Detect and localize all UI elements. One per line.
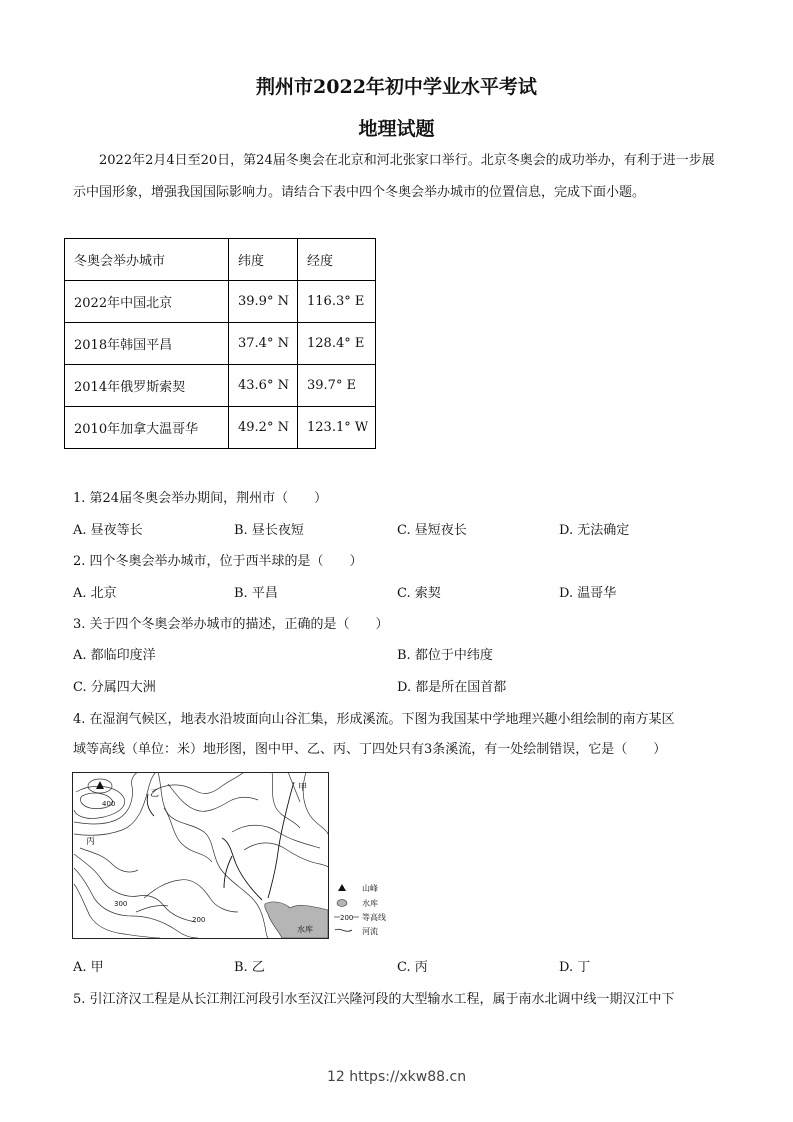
exam-subtitle: 地理试题 <box>358 118 435 140</box>
table-row <box>65 281 376 323</box>
table-header: 纬度 <box>229 239 298 281</box>
table-cell: 2010年加拿大温哥华 <box>65 407 229 449</box>
table-cell: 128.4° E <box>298 323 376 365</box>
map-label-jia: 甲 <box>298 783 308 793</box>
map-legend <box>334 883 386 936</box>
option-2d: D. 温哥华 <box>559 586 617 601</box>
map-label-yi: 乙 <box>150 789 160 799</box>
question-2: 2. 四个冬奥会举办城市，位于西半球的是（ ） <box>73 554 363 569</box>
table-cell: 2022年中国北京 <box>65 281 229 323</box>
question-4-line2: 域等高线（单位：米）地形图，图中甲、乙、丙、丁四处只有3条溪流，有一处绘制错误，它是（ ） <box>73 742 667 757</box>
contour-label-300: 300 <box>114 900 128 908</box>
option-3b: B. 都位于中纬度 <box>397 648 493 663</box>
legend-peak-label: 山峰 <box>362 884 378 893</box>
question-1: 1. 第24届冬奥会举办期间，荆州市（ ） <box>73 491 328 506</box>
table-cell: 39.9° N <box>229 281 298 323</box>
option-3d: D. 都是所在国首都 <box>397 680 507 695</box>
option-2a: A. 北京 <box>73 586 117 601</box>
table-cell: 2018年韩国平昌 <box>65 323 229 365</box>
legend-reservoir-icon <box>337 900 347 907</box>
option-1d: D. 无法确定 <box>559 523 630 538</box>
contour-label-400: 400 <box>102 800 116 808</box>
map-label-bing: 丙 <box>86 837 96 847</box>
question-4-line1: 4. 在湿润气候区，地表水沿坡面向山谷汇集，形成溪流。下图为我国某中学地理兴趣小组绘制的南方某区 <box>73 712 675 727</box>
question-5: 5. 引江济汉工程是从长江荆江河段引水至汉江兴隆河段的大型输水工程，属于南水北调中线一期汉江中下 <box>73 992 675 1007</box>
option-2b: B. 平昌 <box>234 586 278 601</box>
option-4b: B. 乙 <box>234 960 265 975</box>
option-4a: A. 甲 <box>73 960 104 975</box>
table-cell: 39.7° E <box>298 365 376 407</box>
contour-map <box>72 772 416 942</box>
table-cell: 2014年俄罗斯索契 <box>65 365 229 407</box>
question-3: 3. 关于四个冬奥会举办城市的描述，正确的是（ ） <box>73 617 389 632</box>
olympic-cities-table <box>64 238 376 449</box>
table-cell: 43.6° N <box>229 365 298 407</box>
legend-reservoir-label: 水库 <box>362 899 378 908</box>
option-4d: D. 丁 <box>559 960 591 975</box>
legend-contour-value: 200 <box>340 914 354 922</box>
option-1b: B. 昼长夜短 <box>234 523 304 538</box>
legend-peak-icon <box>338 884 346 891</box>
table-header: 经度 <box>298 239 376 281</box>
legend-river-icon <box>335 929 352 931</box>
option-3c: C. 分属四大洲 <box>73 680 156 695</box>
intro-paragraph: 2022年2月4日至20日，第24届冬奥会在北京和河北张家口举行。北京冬奥会的成功举办，有利于进一步展示中国形象，增强我国国际影响力。请结合下表中四个冬奥会举办城市的位置信息，完成下面小题。 <box>73 153 715 200</box>
table-row <box>65 323 376 365</box>
contour-label-200: 200 <box>192 916 206 924</box>
table-cell: 37.4° N <box>229 323 298 365</box>
legend-river-label: 河流 <box>362 927 378 936</box>
table-cell: 116.3° E <box>298 281 376 323</box>
table-row <box>65 407 376 449</box>
page-footer: 12 https://xkw88.cn <box>326 1069 467 1085</box>
table-header: 冬奥会举办城市 <box>65 239 229 281</box>
table-cell: 123.1° W <box>298 407 376 449</box>
option-2c: C. 索契 <box>397 586 441 601</box>
option-4c: C. 丙 <box>397 960 428 975</box>
reservoir-label: 水库 <box>297 925 313 934</box>
table-cell: 49.2° N <box>229 407 298 449</box>
table-row <box>65 365 376 407</box>
option-1c: C. 昼短夜长 <box>397 523 467 538</box>
exam-title: 荆州市2022年初中学业水平考试 <box>256 76 537 98</box>
option-1a: A. 昼夜等长 <box>73 523 143 538</box>
legend-contour-label: 等高线 <box>362 913 386 922</box>
option-3a: A. 都临印度洋 <box>73 648 156 663</box>
table-header-row <box>65 239 376 281</box>
